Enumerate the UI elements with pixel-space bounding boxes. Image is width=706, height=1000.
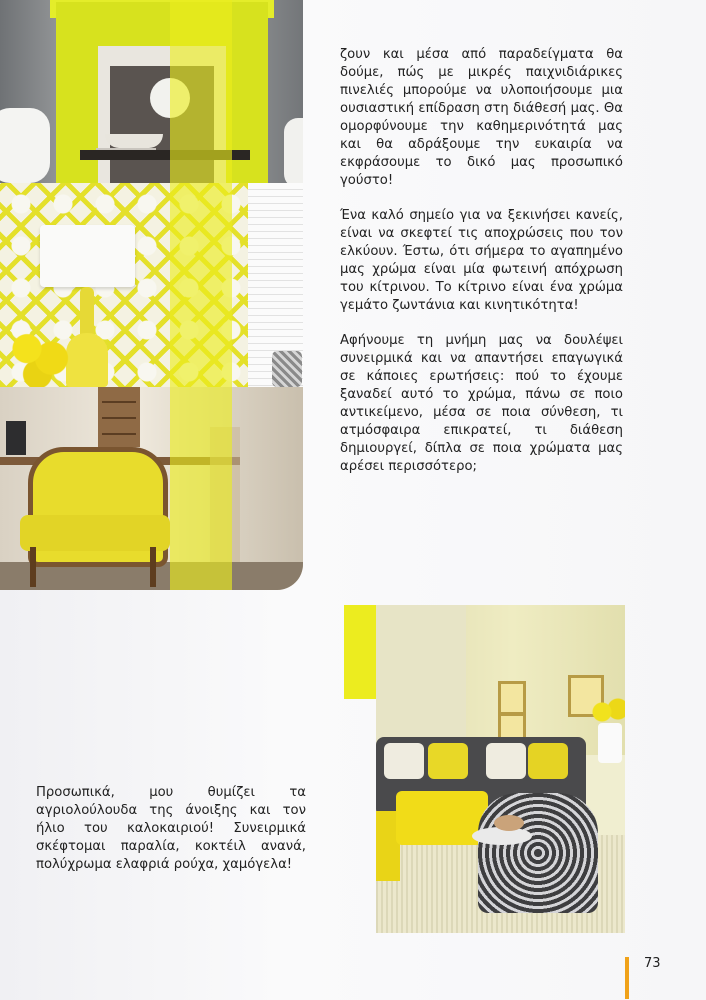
paragraph-2: Ένα καλό σημείο για να ξεκινήσει κανείς, είναι να σκεφτεί τις αποχρώσεις που τον ελκύουν. Έστω, ότι σήμερα το αγαπημένο μας χρώμα είναι μία φωτεινή απόχρωση του κίτρινου. Το κίτρινο είναι ένα χρώμα γεμάτο ζωντάνια και κινητικότητα!: [340, 208, 623, 313]
study-room-photo: [0, 387, 303, 590]
living-room-photo: [376, 605, 625, 933]
yellow-overlay-band: [170, 0, 232, 590]
fireplace-photo: [0, 0, 303, 183]
article-text-left: [36, 784, 306, 891]
paragraph-4: Προσωπικά, μου θυμίζει τα αγριολούλουδα της άνοιξης και τον ήλιο του καλοκαιριού! Συνειρμικά σκέφτομαι παραλία, κοκτέιλ ανανά, πολύχρωμα ελαφριά ρούχα, χαμόγελα!: [36, 785, 306, 872]
paragraph-1: ζουν και μέσα από παραδείγματα θα δούμε, πώς με μικρές παιχνιδιάρικες πινελιές μπορούμε να υλοποιήσουμε μια ουσιαστική επίδραση στη διάθεσή μας. Θα ομορφύνουμε την καθημερινότητά μας και θα αδράξουμε την ευκαιρία να εκφράσουμε το δικό μας προσωπικό γούστο!: [340, 47, 623, 188]
page-number-bar: [625, 957, 629, 999]
photo-collage: [0, 0, 303, 590]
page-number: 73: [644, 956, 661, 971]
article-text-right: [340, 46, 623, 493]
trellis-wallpaper-photo: [0, 183, 303, 387]
paragraph-3: Αφήνουμε τη μνήμη μας να δουλέψει συνειρμικά και να απαντήσει επαγωγικά σε κάποιες ερωτήσεις: πού το έχουμε ξαναδεί αυτό το χρώμα, πάνω σε ποιο αντικείμενο, μέσα σε ποια σύνθεση, τι ατμόσφαιρα επικρατεί, τι διάθεση δημιουργεί, δίπλα σε ποια χρώματα μας αρέσει περισσότερο;: [340, 333, 623, 474]
